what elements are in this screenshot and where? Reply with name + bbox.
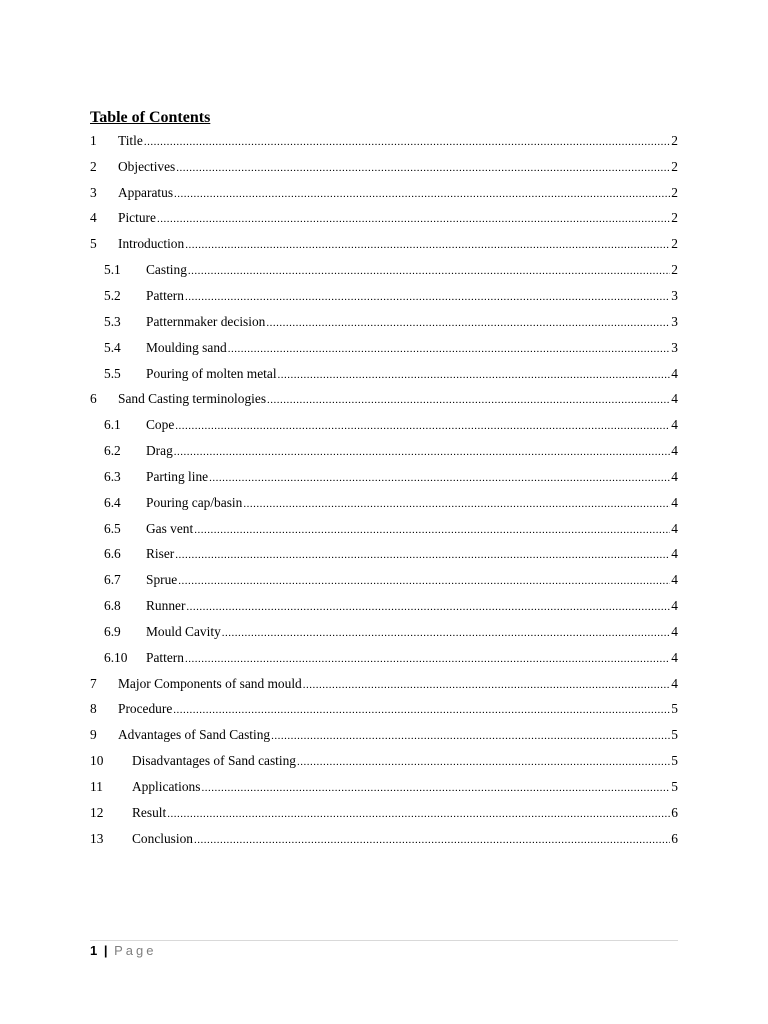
- toc-entry[interactable]: [90, 593, 678, 619]
- toc-leader-dots: [178, 575, 670, 587]
- toc-entry-line: [118, 133, 678, 149]
- toc-entry-number: 6.4: [104, 494, 121, 510]
- toc-entry-label: Pouring cap/basin: [146, 494, 243, 510]
- toc-entry[interactable]: [90, 180, 678, 206]
- toc-leader-dots: [174, 446, 671, 458]
- toc-leader-dots: [222, 627, 671, 639]
- toc-entry-line: [146, 288, 678, 304]
- toc-entry-page: 4: [671, 417, 678, 433]
- toc-entry-number: 6.8: [104, 598, 121, 614]
- toc-entry-page: 3: [671, 313, 678, 329]
- toc-leader-dots: [185, 291, 670, 303]
- toc-entry-number: 6.3: [104, 468, 121, 484]
- toc-entry[interactable]: [90, 697, 678, 723]
- toc-leader-dots: [185, 653, 670, 665]
- toc-leader-dots: [175, 549, 670, 561]
- toc-leader-dots: [167, 808, 670, 820]
- toc-leader-dots: [228, 343, 671, 355]
- toc-entry[interactable]: [90, 774, 678, 800]
- toc-entry-number: 13: [90, 830, 104, 846]
- toc-entry-line: [146, 314, 678, 330]
- toc-entry[interactable]: [90, 283, 678, 309]
- toc-leader-dots: [194, 524, 670, 536]
- toc-entry[interactable]: [90, 257, 678, 283]
- toc-entry-page: 4: [671, 675, 678, 691]
- toc-entry-number: 2: [90, 158, 97, 174]
- toc-entry-label: Riser: [146, 546, 175, 562]
- toc-entry-label: Title: [118, 132, 143, 148]
- toc-leader-dots: [201, 782, 670, 794]
- toc-entry-page: 4: [671, 572, 678, 588]
- toc-entry-label: Pouring of molten metal: [146, 365, 277, 381]
- toc-entry-page: 5: [671, 701, 678, 717]
- footer-separator: |: [103, 943, 108, 958]
- toc-leader-dots: [185, 239, 670, 251]
- toc-entry-label: Mould Cavity: [146, 623, 221, 639]
- toc-entry[interactable]: [90, 386, 678, 412]
- toc-entry-page: 6: [671, 804, 678, 820]
- toc-entry-label: Objectives: [118, 158, 176, 174]
- toc-entry-number: 5: [90, 236, 97, 252]
- toc-entry-label: Drag: [146, 443, 173, 459]
- table-of-contents: [90, 128, 678, 852]
- toc-entry-page: 2: [671, 210, 678, 226]
- toc-entry-label: Procedure: [118, 701, 173, 717]
- toc-entry-page: 5: [671, 727, 678, 743]
- toc-entry[interactable]: [90, 671, 678, 697]
- toc-entry-line: [146, 340, 678, 356]
- toc-entry-line: [146, 624, 678, 640]
- toc-entry[interactable]: [90, 231, 678, 257]
- toc-entry-label: Runner: [146, 598, 186, 614]
- toc-entry-number: 6.7: [104, 572, 121, 588]
- toc-entry-label: Casting: [146, 262, 187, 278]
- toc-entry-line: [118, 701, 678, 717]
- toc-entry[interactable]: [90, 206, 678, 232]
- toc-entry[interactable]: [90, 722, 678, 748]
- toc-entry-label: Major Components of sand mould: [118, 675, 302, 691]
- toc-entry-number: 6.5: [104, 520, 121, 536]
- toc-entry[interactable]: [90, 128, 678, 154]
- toc-entry-line: [118, 236, 678, 252]
- toc-entry-line: [132, 831, 678, 847]
- toc-entry-page: 4: [671, 598, 678, 614]
- toc-entry-line: [146, 572, 678, 588]
- toc-entry-label: Picture: [118, 210, 156, 226]
- toc-entry-label: Apparatus: [118, 184, 174, 200]
- toc-entry[interactable]: [90, 309, 678, 335]
- toc-entry-line: [146, 366, 678, 382]
- toc-entry-label: Patternmaker decision: [146, 313, 266, 329]
- toc-entry[interactable]: [90, 826, 678, 852]
- toc-entry-page: 4: [671, 443, 678, 459]
- toc-entry-label: Disadvantages of Sand casting: [132, 753, 296, 769]
- toc-entry-page: 4: [671, 546, 678, 562]
- toc-entry-number: 5.1: [104, 262, 121, 278]
- toc-leader-dots: [297, 756, 670, 768]
- toc-entry[interactable]: [90, 542, 678, 568]
- toc-entry-line: [118, 210, 678, 226]
- toc-entry[interactable]: [90, 154, 678, 180]
- toc-entry-page: 3: [671, 339, 678, 355]
- toc-leader-dots: [157, 213, 670, 225]
- toc-entry[interactable]: [90, 464, 678, 490]
- toc-entry-number: 12: [90, 804, 104, 820]
- toc-leader-dots: [186, 601, 670, 613]
- toc-entry-line: [118, 185, 678, 201]
- toc-title: Table of Contents: [90, 109, 211, 126]
- toc-leader-dots: [271, 730, 670, 742]
- toc-entry-page: 4: [671, 494, 678, 510]
- toc-entry-line: [118, 727, 678, 743]
- toc-entry-page: 6: [671, 830, 678, 846]
- toc-entry-page: 4: [671, 623, 678, 639]
- toc-entry-line: [146, 417, 678, 433]
- toc-entry[interactable]: [90, 645, 678, 671]
- toc-leader-dots: [194, 834, 670, 846]
- toc-entry-label: Applications: [132, 779, 201, 795]
- toc-entry[interactable]: [90, 361, 678, 387]
- toc-entry-line: [118, 676, 678, 692]
- footer-divider: [90, 940, 678, 941]
- toc-entry-number: 11: [90, 779, 103, 795]
- toc-entry[interactable]: [90, 335, 678, 361]
- toc-entry-label: Result: [132, 804, 167, 820]
- toc-entry-label: Parting line: [146, 468, 209, 484]
- toc-entry-page: 5: [671, 753, 678, 769]
- toc-leader-dots: [173, 704, 670, 716]
- toc-entry-page: 3: [671, 287, 678, 303]
- footer-page-label: Page: [114, 943, 157, 958]
- toc-leader-dots: [176, 162, 670, 174]
- page-footer: [90, 943, 157, 958]
- toc-entry-page: 4: [671, 520, 678, 536]
- toc-entry[interactable]: [90, 748, 678, 774]
- toc-entry-number: 9: [90, 727, 97, 743]
- toc-entry-page: 2: [671, 236, 678, 252]
- toc-entry-line: [118, 391, 678, 407]
- toc-entry-line: [118, 159, 678, 175]
- toc-entry-page: 2: [671, 184, 678, 200]
- toc-leader-dots: [267, 394, 670, 406]
- toc-leader-dots: [303, 679, 671, 691]
- toc-entry-number: 5.3: [104, 313, 121, 329]
- toc-entry[interactable]: [90, 490, 678, 516]
- toc-entry-number: 3: [90, 184, 97, 200]
- toc-entry-number: 6.10: [104, 649, 128, 665]
- toc-entry-line: [132, 779, 678, 795]
- toc-entry-line: [146, 650, 678, 666]
- toc-leader-dots: [188, 265, 670, 277]
- toc-entry[interactable]: [90, 619, 678, 645]
- toc-leader-dots: [266, 317, 670, 329]
- toc-entry-page: 4: [671, 649, 678, 665]
- toc-entry-number: 5.5: [104, 365, 121, 381]
- toc-entry-number: 8: [90, 701, 97, 717]
- toc-entry-number: 6.9: [104, 623, 121, 639]
- toc-entry-label: Advantages of Sand Casting: [118, 727, 271, 743]
- toc-entry-number: 1: [90, 132, 97, 148]
- toc-entry-page: 4: [671, 468, 678, 484]
- toc-entry-number: 5.2: [104, 287, 121, 303]
- toc-entry-number: 6.2: [104, 443, 121, 459]
- toc-entry-line: [146, 469, 678, 485]
- toc-entry-label: Moulding sand: [146, 339, 227, 355]
- toc-entry-label: Gas vent: [146, 520, 194, 536]
- toc-entry-number: 6: [90, 391, 97, 407]
- toc-leader-dots: [243, 498, 670, 510]
- toc-entry-label: Sand Casting terminologies: [118, 391, 267, 407]
- toc-entry-number: 4: [90, 210, 97, 226]
- toc-entry[interactable]: [90, 800, 678, 826]
- toc-entry-page: 4: [671, 365, 678, 381]
- toc-entry-line: [146, 521, 678, 537]
- toc-entry-label: Pattern: [146, 649, 184, 665]
- toc-entry-number: 7: [90, 675, 97, 691]
- toc-entry[interactable]: [90, 567, 678, 593]
- toc-entry-line: [146, 495, 678, 511]
- toc-entry-page: 2: [671, 132, 678, 148]
- toc-entry-page: 4: [671, 391, 678, 407]
- toc-leader-dots: [144, 136, 670, 148]
- toc-entry-line: [146, 262, 678, 278]
- toc-entry-label: Introduction: [118, 236, 185, 252]
- toc-entry-line: [132, 753, 678, 769]
- toc-entry[interactable]: [90, 516, 678, 542]
- toc-entry-label: Sprue: [146, 572, 178, 588]
- toc-leader-dots: [278, 369, 671, 381]
- toc-entry-label: Conclusion: [132, 830, 194, 846]
- footer-page-number: 1: [90, 943, 98, 958]
- toc-leader-dots: [175, 420, 670, 432]
- toc-entry-number: 6.1: [104, 417, 121, 433]
- toc-entry-number: 6.6: [104, 546, 121, 562]
- toc-entry-page: 2: [671, 262, 678, 278]
- toc-leader-dots: [209, 472, 670, 484]
- toc-entry-number: 10: [90, 753, 104, 769]
- toc-leader-dots: [174, 188, 670, 200]
- toc-entry-line: [146, 598, 678, 614]
- toc-entry-line: [146, 443, 678, 459]
- toc-entry-label: Pattern: [146, 287, 184, 303]
- toc-entry[interactable]: [90, 438, 678, 464]
- toc-entry-label: Cope: [146, 417, 175, 433]
- toc-entry-page: 5: [671, 779, 678, 795]
- toc-entry-line: [132, 805, 678, 821]
- toc-entry-line: [146, 546, 678, 562]
- toc-entry-number: 5.4: [104, 339, 121, 355]
- toc-entry-page: 2: [671, 158, 678, 174]
- toc-entry[interactable]: [90, 412, 678, 438]
